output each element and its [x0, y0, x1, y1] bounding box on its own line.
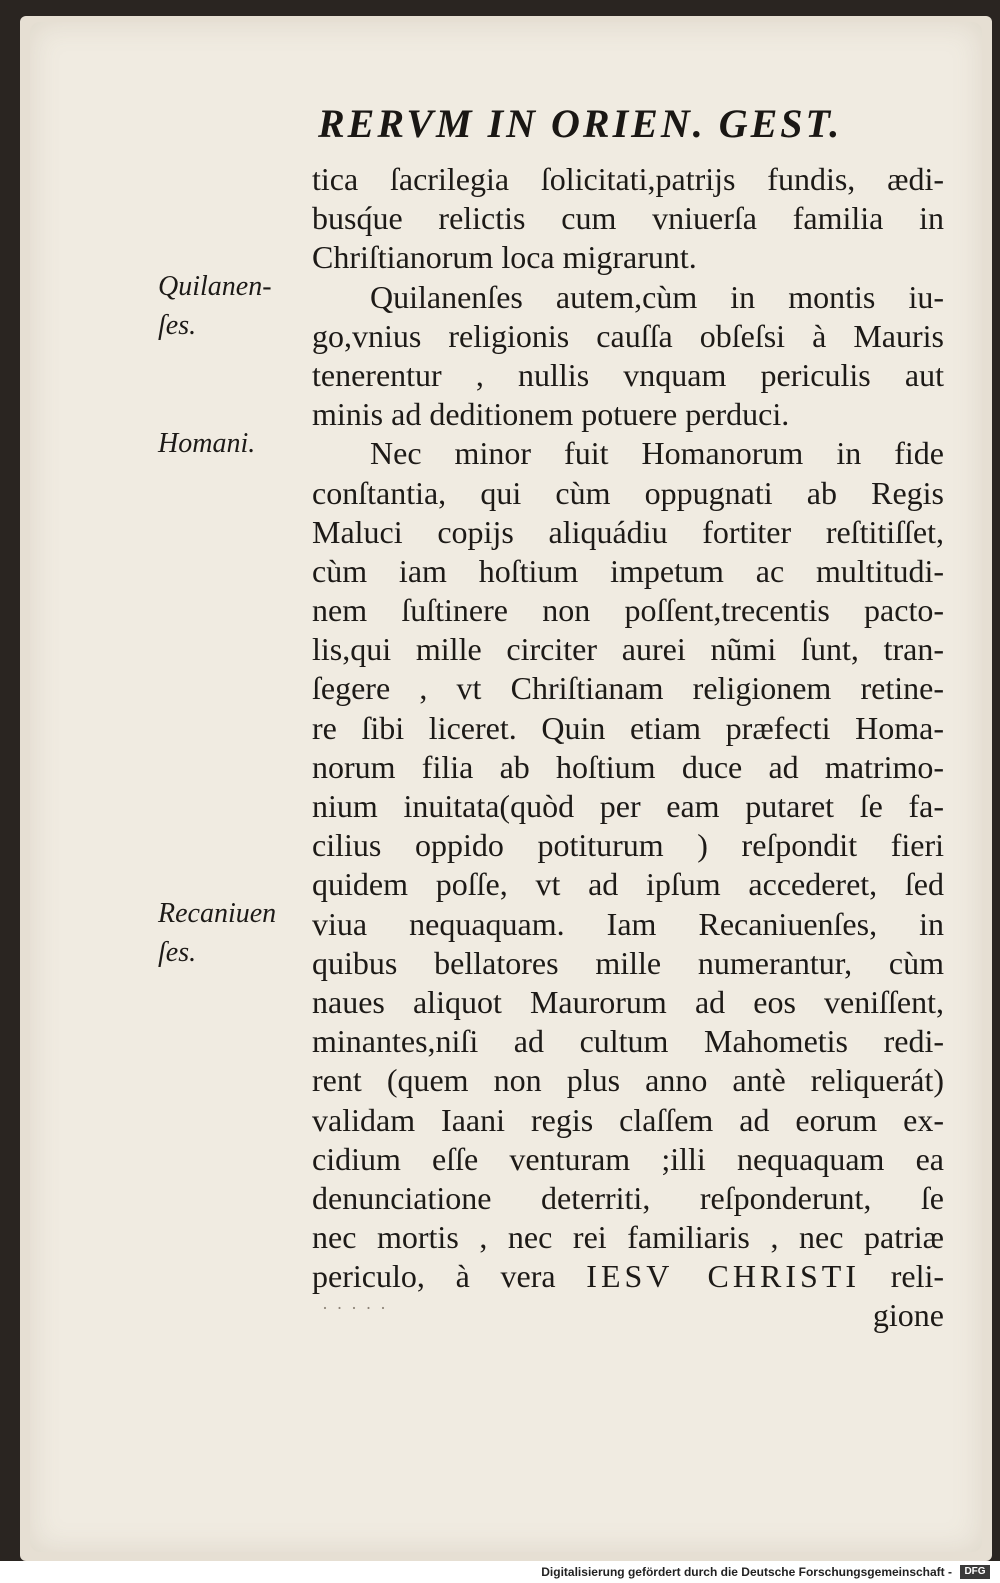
- text-line-16: norum filia ab hoſtium duce ad matrimo-: [312, 748, 944, 785]
- text-line-21: quibus bellatores mille numerantur, cùm: [312, 944, 944, 981]
- text-line-7: minis ad deditionem potuere perduci.: [312, 396, 790, 433]
- text-line-3: Chriſtianorum loca migrarunt.: [312, 239, 697, 276]
- text-line-10: Maluci copijs aliquádiu fortiter reſtitiſſet,: [312, 513, 944, 550]
- catchword-dots: · · · · ·: [322, 1298, 388, 1318]
- text-line-12: nem ſuſtinere non poſſent,trecentis pacto-: [312, 592, 944, 629]
- text-line-4: Quilanenſes autem,cùm in montis iu-: [370, 278, 944, 315]
- text-line-9: conſtantia, qui cùm oppugnati ab Regis: [312, 474, 944, 511]
- text-line-14: ſegere , vt Chriſtianam religionem retine-: [312, 670, 944, 707]
- text-line-2: busq́ue relictis cum vniuerſa familia in: [312, 200, 944, 237]
- text-line-29-end: reli-: [860, 1258, 945, 1295]
- text-line-11: cùm iam hoſtium impetum ac multitudi-: [312, 552, 944, 589]
- margin-note-recaniuenses-line2: ſes.: [158, 937, 197, 968]
- text-line-1: tica ſacrilegia ſolicitati,patrijs fundis, ædi-: [312, 161, 944, 197]
- text-line-29: [312, 1257, 944, 1296]
- text-line-22: naues aliquot Maurorum ad eos veniſſent,: [312, 983, 944, 1020]
- running-title: RERVM IN ORIEN. GEST.: [318, 101, 843, 146]
- text-line-19: quidem poſſe, vt ad ipſum accederet, ſed: [312, 866, 944, 903]
- text-line-23: minantes,niſi ad cultum Mahometis redi-: [312, 1023, 944, 1060]
- margin-note-quilanenses-line1: Quilanen-: [158, 271, 272, 302]
- text-line-25: validam Iaani regis claſſem ad eorum ex-: [312, 1101, 944, 1138]
- text-line-26: cidium eſſe venturam ;illi nequaquam ea: [312, 1140, 944, 1177]
- text-line-17: nium inuitata(quòd per eam putaret ſe fa-: [312, 788, 944, 824]
- text-line-27: denunciatione deterriti, reſponderunt, ſe: [312, 1179, 944, 1216]
- jesu-christi-name: IESV CHRISTI: [586, 1258, 860, 1295]
- margin-note-homani: Homani.: [158, 428, 256, 459]
- margin-note-quilanenses-line2: ſes.: [158, 310, 197, 341]
- text-line-6: tenerentur , nullis vnquam periculis aut: [312, 356, 944, 393]
- text-line-24: rent (quem non plus anno antè reliquerát): [312, 1062, 944, 1099]
- text-line-20: viua nequaquam. Iam Recaniuenſes, in: [312, 905, 944, 942]
- text-line-13: lis,qui mille circiter aurei nũmi ſunt, tran-: [312, 631, 944, 668]
- body-text: [312, 160, 944, 1336]
- text-line-28: nec mortis , nec rei familiaris , nec patriæ: [312, 1219, 944, 1256]
- text-line-5: go,vnius religionis cauſſa obſeſsi à Mauris: [312, 317, 944, 354]
- dfg-logo-icon: DFG: [960, 1565, 990, 1579]
- text-line-15: re ſibi liceret. Quin etiam præfecti Homa-: [312, 709, 944, 746]
- catchword: gione: [872, 1297, 944, 1334]
- text-line-8: Nec minor fuit Homanorum in fide: [370, 435, 944, 472]
- digitization-notice: Digitalisierung gefördert durch die Deutsche Forschungsgemeinschaft -: [541, 1565, 952, 1579]
- text-line-18: cilius oppido potiturum ) reſpondit fieri: [312, 827, 944, 864]
- margin-note-recaniuenses-line1: Recaniuen: [158, 898, 277, 929]
- text-line-29-start: periculo, à vera: [312, 1258, 587, 1295]
